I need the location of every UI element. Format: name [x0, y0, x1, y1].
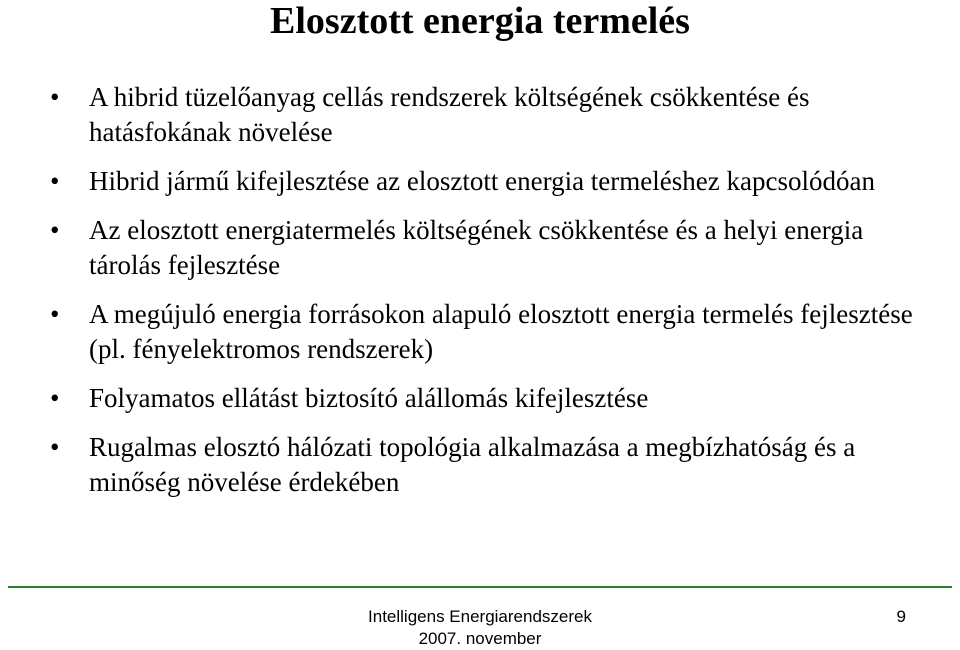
page-number: 9 [896, 607, 906, 626]
footer-date: 2007. november [418, 629, 542, 648]
bullet-text: Az elosztott energiatermelés költségének csökkentése és a helyi energia tárolás fejlesztése [89, 215, 864, 280]
bullet-text: Folyamatos ellátást biztosító alállomás kifejlesztése [89, 383, 649, 413]
footer-divider [8, 586, 952, 588]
bullet-item-5 [48, 381, 928, 416]
bullet-item-2 [48, 164, 928, 199]
footer-organization: Intelligens Energiarendszerek [368, 607, 592, 626]
bullet-text: Hibrid jármű kifejlesztése az elosztott energia termeléshez kapcsolódóan [89, 166, 875, 196]
bullet-list [48, 80, 928, 514]
footer [330, 606, 630, 650]
bullet-item-6 [48, 430, 928, 500]
bullet-text: Rugalmas elosztó hálózati topológia alkalmazása a megbízhatóság és a minőség növelése érdekében [89, 432, 856, 497]
bullet-item-1 [48, 80, 928, 150]
bullet-item-3 [48, 213, 928, 283]
bullet-marker: • [50, 432, 60, 462]
bullet-marker: • [50, 215, 60, 245]
bullet-marker: • [50, 383, 60, 413]
bullet-marker: • [50, 82, 60, 112]
bullet-marker: • [50, 166, 60, 196]
slide-title: Elosztott energia termelés [270, 0, 690, 42]
bullet-text: A megújuló energia forrásokon alapuló elosztott energia termelés fejlesztése (pl. fényelektromos rendszerek) [89, 299, 913, 364]
bullet-marker: • [50, 299, 60, 329]
bullet-text: A hibrid tüzelőanyag cellás rendszerek költségének csökkentése és hatásfokának növelése [89, 82, 810, 147]
bullet-item-4 [48, 297, 928, 367]
